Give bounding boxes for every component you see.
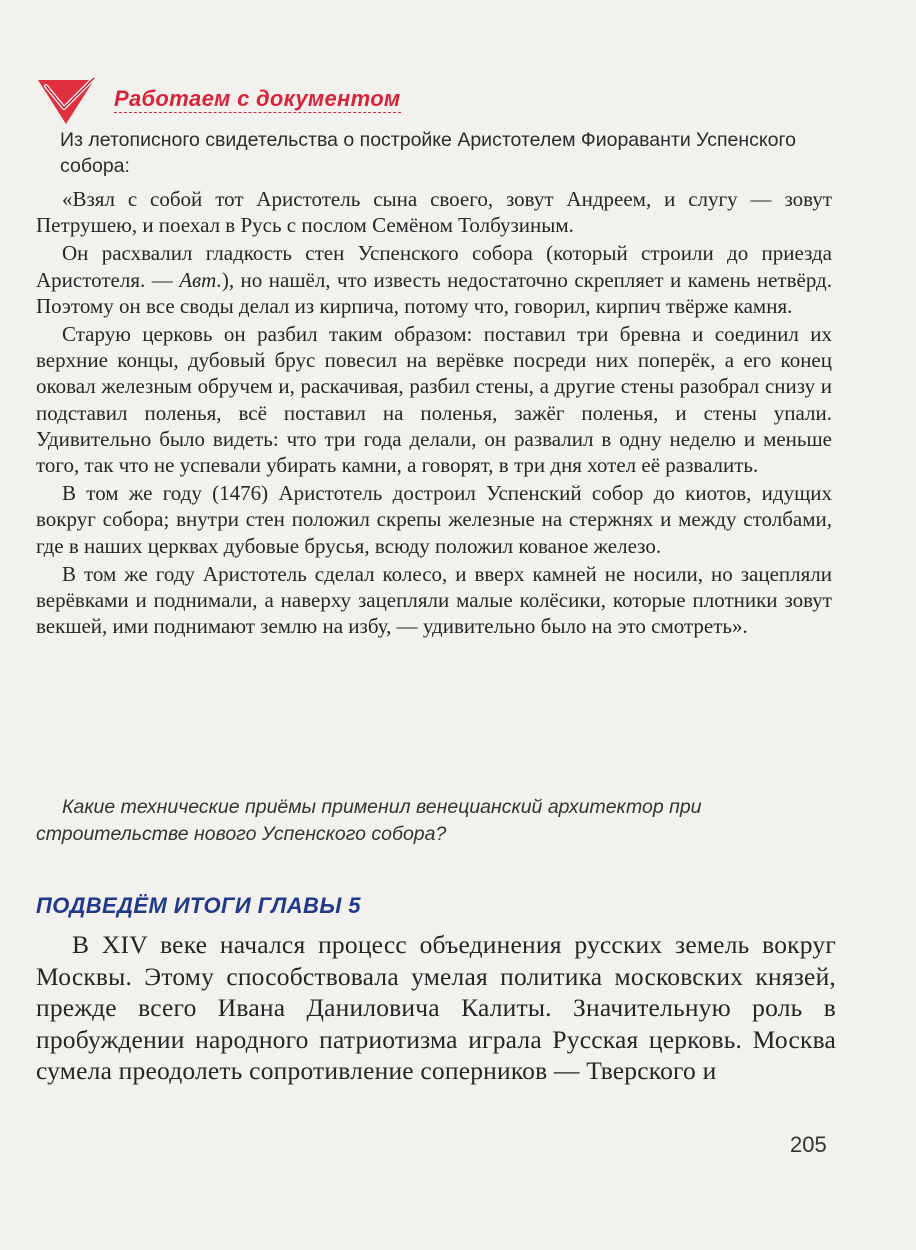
checkmark-triangle-icon <box>36 78 98 126</box>
document-intro: Из летописного свидетельства о постройке Аристотелем Фиораванти Успенского собора: <box>60 129 797 177</box>
document-question: Какие технические приёмы применил венецианский архитектор при строительстве нового Успенского собора? <box>36 796 702 845</box>
quote-paragraph-2 <box>36 240 832 319</box>
document-quote <box>36 186 832 639</box>
quote-paragraph-5: В том же году Аристотель сделал колесо, и вверх камней не носили, но зацепляли верёвками и поднимали, а наверху зацепляли малые колёсики, которые плотники зовут векшей, ими поднимают землю на избу, — удивительно было на это смотреть». <box>36 561 832 639</box>
section-title: Работаем с документом <box>114 86 401 111</box>
quote-paragraph-2-start: Он расхвалил гладкость стен Успенского собора (который строили до приезда Аристотеля. — <box>36 241 832 292</box>
page-number: 205 <box>790 1132 827 1157</box>
quote-paragraph-3: Старую церковь он разбил таким образом: поставил три бревна и соединил их верхние концы, дубовый брус повесил на верёвке посреди них поперёк, а его конец оковал железным обручем и, раскачивая, разбил стены, а другие стены разобрал снизу и подставил поленья, всё поставил на поленья, зажёг поленья, и стены упали. Удивительно было видеть: что три года делали, он развалил в одну неделю и меньше того, так что не успевали убирать камни, а говорят, в три дня хотел её развалить. <box>36 322 832 478</box>
section-header <box>36 78 836 126</box>
author-note: Авт. <box>179 267 222 292</box>
quote-paragraph-2-end: ), но нашёл, что известь недостаточно скрепляет и камень нетвёрд. Поэтому он все своды делал из кирпича, потому что, говорил, кирпич твёрже камня. <box>36 267 832 318</box>
chapter-summary-title: ПОДВЕДЁМ ИТОГИ ГЛАВЫ 5 <box>36 893 361 918</box>
quote-paragraph-1: «Взял с собой тот Аристотель сына своего, зовут Андреем, и слугу — зовут Петрушею, и поехал в Русь с послом Семёном Толбузиным. <box>36 187 832 238</box>
chapter-summary-text: В XIV веке начался процесс объединения русских земель вокруг Москвы. Этому способствовала умелая политика московских князей, прежде всего Ивана Даниловича Калиты. Значительную роль в пробуждении народного патриотизма играла Русская церковь. Москва сумела преодолеть сопротивление соперников — Тверского и <box>36 930 836 1085</box>
quote-paragraph-4: В том же году (1476) Аристотель достроил Успенский собор до киотов, идущих вокруг собора; внутри стен положил скрепы железные на стержнях и между столбами, где в наших церквах дубовые брусья, всюду положил кованое железо. <box>36 481 832 558</box>
